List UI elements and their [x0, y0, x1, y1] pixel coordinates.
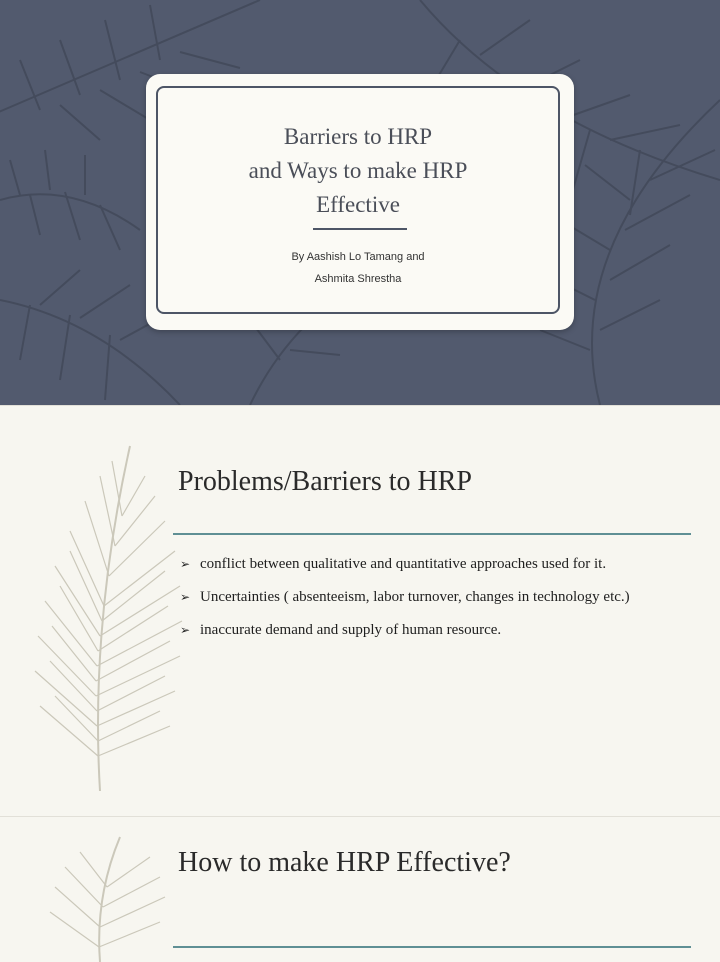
title-divider — [313, 228, 407, 230]
bullet-item — [180, 620, 700, 641]
bullet-text: inaccurate demand and supply of human resource. — [200, 622, 502, 638]
bullet-item — [180, 554, 700, 575]
arrow-bullet-icon: ➢ — [180, 590, 191, 604]
authors-line-2: Ashmita Shrestha — [314, 273, 402, 285]
slide-title-line-2: and Ways to make HRP — [248, 158, 468, 183]
feather-decoration — [0, 817, 240, 962]
title-card-frame — [156, 86, 560, 314]
bullet-text: Uncertainties ( absenteeism, labor turnover, changes in technology etc.) — [200, 589, 630, 605]
bullet-text: conflict between qualitative and quantitative approaches used for it. — [200, 556, 607, 572]
authors — [158, 246, 558, 290]
barriers-slide — [0, 405, 720, 816]
effective-heading: How to make HRP Effective? — [178, 847, 511, 878]
barriers-heading: Problems/Barriers to HRP — [178, 466, 472, 497]
title-card — [146, 74, 574, 330]
barriers-bullet-list — [180, 554, 700, 653]
slide-title — [158, 120, 558, 222]
title-slide — [0, 0, 720, 405]
bullet-item — [180, 587, 700, 608]
effective-slide — [0, 816, 720, 962]
barriers-heading-rule — [173, 533, 691, 535]
slide-title-line-3: Effective — [316, 192, 400, 217]
authors-line-1: By Aashish Lo Tamang and — [291, 251, 425, 263]
arrow-bullet-icon: ➢ — [180, 557, 191, 571]
slide-title-line-1: Barriers to HRP — [283, 124, 433, 149]
arrow-bullet-icon: ➢ — [180, 623, 191, 637]
effective-heading-rule — [173, 946, 691, 948]
